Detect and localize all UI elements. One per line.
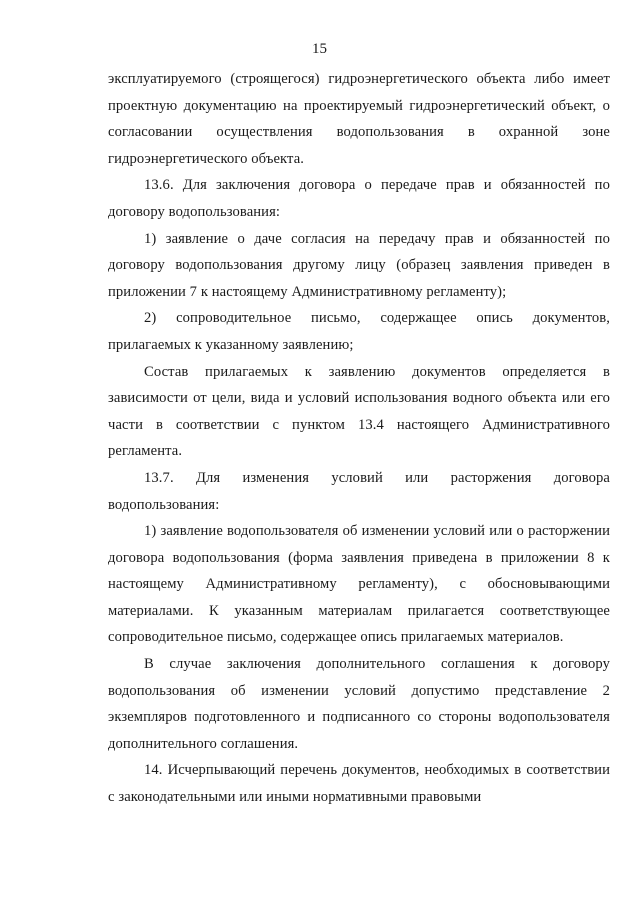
paragraph-additional-agreement: В случае заключения дополнительного соглашения к договору водопользования об изменении условий допустимо представление 2 экземпляров подготовленного и подписанного со стороны водопользователя дополнительного соглашения.	[108, 656, 610, 752]
paragraph-13-7: 13.7. Для изменения условий или расторжения договора водопользования:	[108, 469, 610, 513]
paragraph-13-6-item-1: 1) заявление о даче согласия на передачу прав и обязанностей по договору водопользования другому лицу (образец заявления приведен в приложении 7 к настоящему Административному регламенту);	[108, 230, 610, 300]
paragraph-13-7-item-1: 1) заявление водопользователя об изменении условий или о расторжении договора водопользования (форма заявления приведена в приложении 8 к настоящему Административному регламенту), с обосновывающими материалами. К указанным материалам прилагается соответствующее сопроводительное письмо, содержащее опись прилагаемых материалов.	[108, 523, 610, 646]
page-number: 15	[312, 41, 327, 57]
paragraph-composition: Состав прилагаемых к заявлению документов определяется в зависимости от цели, вида и условий использования водного объекта или его части в соответствии с пунктом 13.4 настоящего Административного регламента.	[108, 363, 610, 460]
paragraph-14: 14. Исчерпывающий перечень документов, необходимых в соответствии с законодательными или иными нормативными правовыми	[108, 762, 610, 806]
paragraph-13-6: 13.6. Для заключения договора о передаче прав и обязанностей по договору водопользования:	[108, 177, 610, 220]
paragraph-13-6-item-2: 2) сопроводительное письмо, содержащее опись документов, прилагаемых к указанному заявлению;	[108, 310, 610, 353]
document-body	[108, 66, 610, 811]
paragraph-continuation: эксплуатируемого (строящегося) гидроэнергетического объекта либо имеет проектную документацию на проектируемый гидроэнергетический объект, о согласовании осуществления водопользования в охранной зоне гидроэнергетического объекта.	[108, 71, 610, 167]
